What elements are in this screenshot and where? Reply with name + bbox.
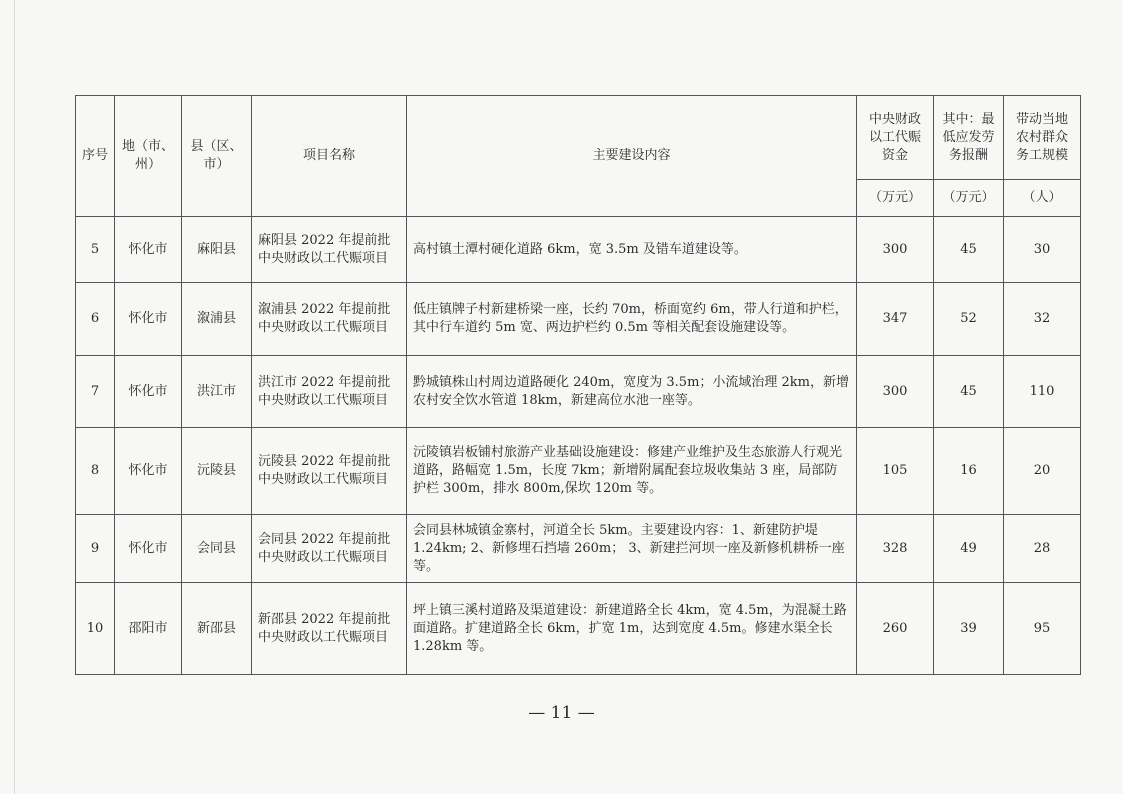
cell-city: 怀化市	[115, 283, 182, 356]
cell-jobs: 30	[1004, 217, 1081, 283]
cell-fund: 300	[857, 217, 934, 283]
cell-content: 沅陵镇岩板铺村旅游产业基础设施建设：修建产业维护及生态旅游人行观光道路，路幅宽 1.5m，长度 7km；新增附属配套垃圾收集站 3 座，局部防护栏 300m，排水 800m,保坎 120m 等。	[407, 428, 857, 515]
scan-page-edge	[14, 0, 15, 794]
cell-county: 会同县	[182, 515, 252, 583]
cell-seq: 10	[76, 583, 115, 675]
project-table	[75, 95, 1081, 675]
cell-fund: 105	[857, 428, 934, 515]
cell-jobs: 32	[1004, 283, 1081, 356]
cell-seq: 6	[76, 283, 115, 356]
cell-county: 沅陵县	[182, 428, 252, 515]
header-fund-unit: （万元）	[857, 180, 934, 217]
cell-fund: 260	[857, 583, 934, 675]
header-labor-pay: 其中：最低应发劳务报酬	[934, 96, 1004, 180]
table-row	[76, 356, 1081, 428]
cell-content: 高村镇土潭村硬化道路 6km，宽 3.5m 及错车道建设等。	[407, 217, 857, 283]
header-city: 地（市、州）	[115, 96, 182, 217]
cell-project-name: 新邵县 2022 年提前批中央财政以工代赈项目	[252, 583, 407, 675]
cell-city: 怀化市	[115, 217, 182, 283]
cell-labor-pay: 49	[934, 515, 1004, 583]
cell-jobs: 110	[1004, 356, 1081, 428]
cell-project-name: 会同县 2022 年提前批中央财政以工代赈项目	[252, 515, 407, 583]
cell-labor-pay: 45	[934, 356, 1004, 428]
cell-content: 低庄镇牌子村新建桥梁一座，长约 70m，桥面宽约 6m，带人行道和护栏，其中行车道约 5m 宽、两边护栏约 0.5m 等相关配套设施建设等。	[407, 283, 857, 356]
header-labor-unit: （万元）	[934, 180, 1004, 217]
cell-labor-pay: 45	[934, 217, 1004, 283]
cell-content: 黔城镇株山村周边道路硬化 240m，宽度为 3.5m；小流域治理 2km，新增农村安全饮水管道 18km，新建高位水池一座等。	[407, 356, 857, 428]
header-jobs: 带动当地农村群众务工规模	[1004, 96, 1081, 180]
table-row	[76, 515, 1081, 583]
cell-county: 洪江市	[182, 356, 252, 428]
table-row	[76, 428, 1081, 515]
cell-seq: 7	[76, 356, 115, 428]
cell-city: 邵阳市	[115, 583, 182, 675]
cell-content: 会同县林城镇金寨村，河道全长 5km。主要建设内容：1、新建防护堤 1.24km; 2、新修埋石挡墙 260m； 3、新建拦河坝一座及新修机耕桥一座等。	[407, 515, 857, 583]
table-row	[76, 217, 1081, 283]
cell-project-name: 麻阳县 2022 年提前批中央财政以工代赈项目	[252, 217, 407, 283]
header-seq: 序号	[76, 96, 115, 217]
header-project-name: 项目名称	[252, 96, 407, 217]
cell-labor-pay: 39	[934, 583, 1004, 675]
cell-jobs: 20	[1004, 428, 1081, 515]
cell-city: 怀化市	[115, 515, 182, 583]
cell-county: 麻阳县	[182, 217, 252, 283]
cell-fund: 328	[857, 515, 934, 583]
cell-fund: 347	[857, 283, 934, 356]
cell-fund: 300	[857, 356, 934, 428]
cell-seq: 8	[76, 428, 115, 515]
header-jobs-unit: （人）	[1004, 180, 1081, 217]
cell-project-name: 沅陵县 2022 年提前批中央财政以工代赈项目	[252, 428, 407, 515]
cell-labor-pay: 16	[934, 428, 1004, 515]
header-content: 主要建设内容	[407, 96, 857, 217]
cell-seq: 5	[76, 217, 115, 283]
table-row	[76, 583, 1081, 675]
cell-labor-pay: 52	[934, 283, 1004, 356]
page-number: — 11 —	[528, 703, 595, 723]
cell-city: 怀化市	[115, 356, 182, 428]
cell-content: 坪上镇三溪村道路及渠道建设：新建道路全长 4km，宽 4.5m，为混凝土路面道路。扩建道路全长 6km，扩宽 1m，达到宽度 4.5m。修建水渠全长 1.28km 等。	[407, 583, 857, 675]
table-row	[76, 283, 1081, 356]
header-county: 县（区、市）	[182, 96, 252, 217]
cell-seq: 9	[76, 515, 115, 583]
cell-project-name: 洪江市 2022 年提前批中央财政以工代赈项目	[252, 356, 407, 428]
cell-project-name: 溆浦县 2022 年提前批中央财政以工代赈项目	[252, 283, 407, 356]
cell-city: 怀化市	[115, 428, 182, 515]
cell-jobs: 28	[1004, 515, 1081, 583]
cell-jobs: 95	[1004, 583, 1081, 675]
cell-county: 溆浦县	[182, 283, 252, 356]
header-fund: 中央财政以工代赈资金	[857, 96, 934, 180]
cell-county: 新邵县	[182, 583, 252, 675]
